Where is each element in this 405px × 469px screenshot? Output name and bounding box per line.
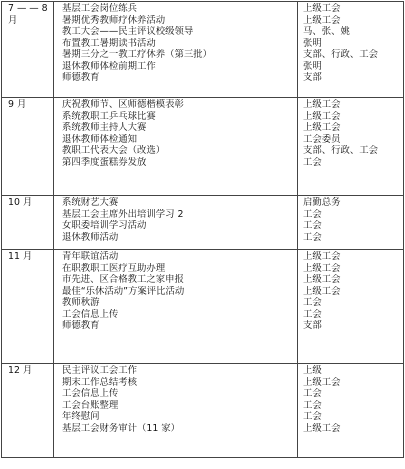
activity-item: 工会信息上传: [62, 308, 119, 320]
activity-item: 基层工会岗位练兵: [62, 3, 138, 14]
activity-cell: [54, 98, 298, 196]
owner-item: 工会: [303, 297, 322, 308]
owner-cell: [298, 98, 404, 196]
activity-item: 布置教工暑期读书活动: [62, 37, 156, 49]
activity-item: 基层工会主席外出培训学习 2: [62, 208, 184, 220]
owner-cell: [298, 2, 404, 98]
owner-item: 工会委员: [303, 133, 341, 145]
owner-item: 上级工会: [303, 422, 341, 434]
owner-item: 上级工会: [303, 122, 341, 133]
activity-item: 工会信息上传: [62, 388, 119, 399]
activity-item: 年终慰问: [62, 411, 100, 422]
activity-item: 退休教师体检前期工作: [62, 60, 156, 72]
owner-item: 上级工会: [303, 99, 341, 110]
activity-item: 民主评议工会工作: [62, 365, 138, 376]
table-row: [2, 364, 404, 458]
owner-cell: [298, 196, 404, 250]
table-row: [2, 250, 404, 364]
owner-cell: [298, 250, 404, 364]
activity-item: 庆祝教师节、区师德楷模表彰: [62, 99, 184, 110]
month-label: 11 月: [8, 251, 33, 262]
owner-item: 张明: [303, 60, 322, 72]
month-cell: [2, 98, 54, 196]
owner-item: 工会: [303, 388, 322, 399]
activity-item: 教职工代表大会（改选）: [62, 145, 166, 156]
owner-item: 工会: [303, 208, 322, 220]
month-cell: [2, 196, 54, 250]
owner-item: 上级工会: [303, 262, 341, 274]
owner-item: 启勤总务: [303, 197, 341, 208]
owner-item: 支部、行政、工会: [303, 49, 379, 60]
month-label: 12 月: [8, 365, 33, 376]
activity-item: 暑期优秀教师疗休养活动: [62, 14, 166, 26]
owner-item: 上级工会: [303, 285, 341, 297]
activity-cell: [54, 2, 298, 98]
owner-item: 工会: [303, 156, 322, 168]
activity-cell: [54, 364, 298, 458]
activity-item: 青年联谊活动: [62, 251, 119, 262]
owner-item: 工会: [303, 411, 322, 422]
owner-item: 工会: [303, 231, 322, 243]
activity-item: 系统教职工乒乓球比赛: [62, 110, 156, 122]
activity-item: 教师秋游: [62, 297, 100, 308]
activity-item: 期末工作总结考核: [62, 376, 138, 388]
activity-item: 师德教育: [62, 72, 100, 83]
month-cell: [2, 364, 54, 458]
owner-item: 上级: [303, 365, 322, 376]
month-label: 10 月: [8, 197, 33, 208]
owner-item: 马、张、姚: [303, 26, 350, 37]
month-label: 7 — — 8: [8, 3, 48, 14]
owner-item: 支部: [303, 320, 322, 331]
owner-item: 张明: [303, 37, 322, 49]
owner-item: 上级工会: [303, 3, 341, 14]
table-row: [2, 196, 404, 250]
owner-item: 工会: [303, 308, 322, 320]
activity-cell: [54, 250, 298, 364]
month-label: 9 月: [8, 99, 27, 110]
activity-item: 在职教职工医疗互助办理: [62, 262, 166, 274]
month-cell: [2, 250, 54, 364]
work-plan-table: [1, 1, 404, 458]
activity-item: 市先进、区合格教工之家申报: [62, 274, 184, 285]
owner-item: 工会: [303, 220, 322, 231]
owner-item: 支部、行政、工会: [303, 145, 379, 156]
table-row: [2, 98, 404, 196]
owner-item: 上级工会: [303, 14, 341, 26]
activity-item: 退休教师体检通知: [62, 133, 138, 145]
activity-item: 退休教师活动: [62, 231, 119, 243]
activity-item: 暑期三分之一教工疗休养（第三批）: [62, 49, 213, 60]
activity-item: 基层工会财务审计（11 家）: [62, 422, 181, 434]
activity-item: 最佳“乐休活动”方案评比活动: [62, 285, 185, 297]
owner-item: 上级工会: [303, 274, 341, 285]
owner-item: 支部: [303, 72, 322, 83]
activity-item: 女职委培训学习活动: [62, 220, 147, 231]
table-row: [2, 2, 404, 98]
month-cell: [2, 2, 54, 98]
owner-item: 上级工会: [303, 110, 341, 122]
owner-item: 上级工会: [303, 251, 341, 262]
owner-item: 上级工会: [303, 376, 341, 388]
owner-cell: [298, 364, 404, 458]
month-label: 月: [8, 14, 18, 26]
activity-item: 系统财艺大赛: [62, 197, 119, 208]
activity-item: 教工大会——民主评议校级领导: [62, 26, 194, 37]
activity-item: 师德教育: [62, 320, 100, 331]
owner-item: 工会: [303, 399, 322, 411]
activity-item: 第四季度蛋糕券发放: [62, 156, 147, 168]
activity-item: 工会台账整理: [62, 399, 119, 411]
activity-item: 系统教师主持人大赛: [62, 122, 147, 133]
activity-cell: [54, 196, 298, 250]
